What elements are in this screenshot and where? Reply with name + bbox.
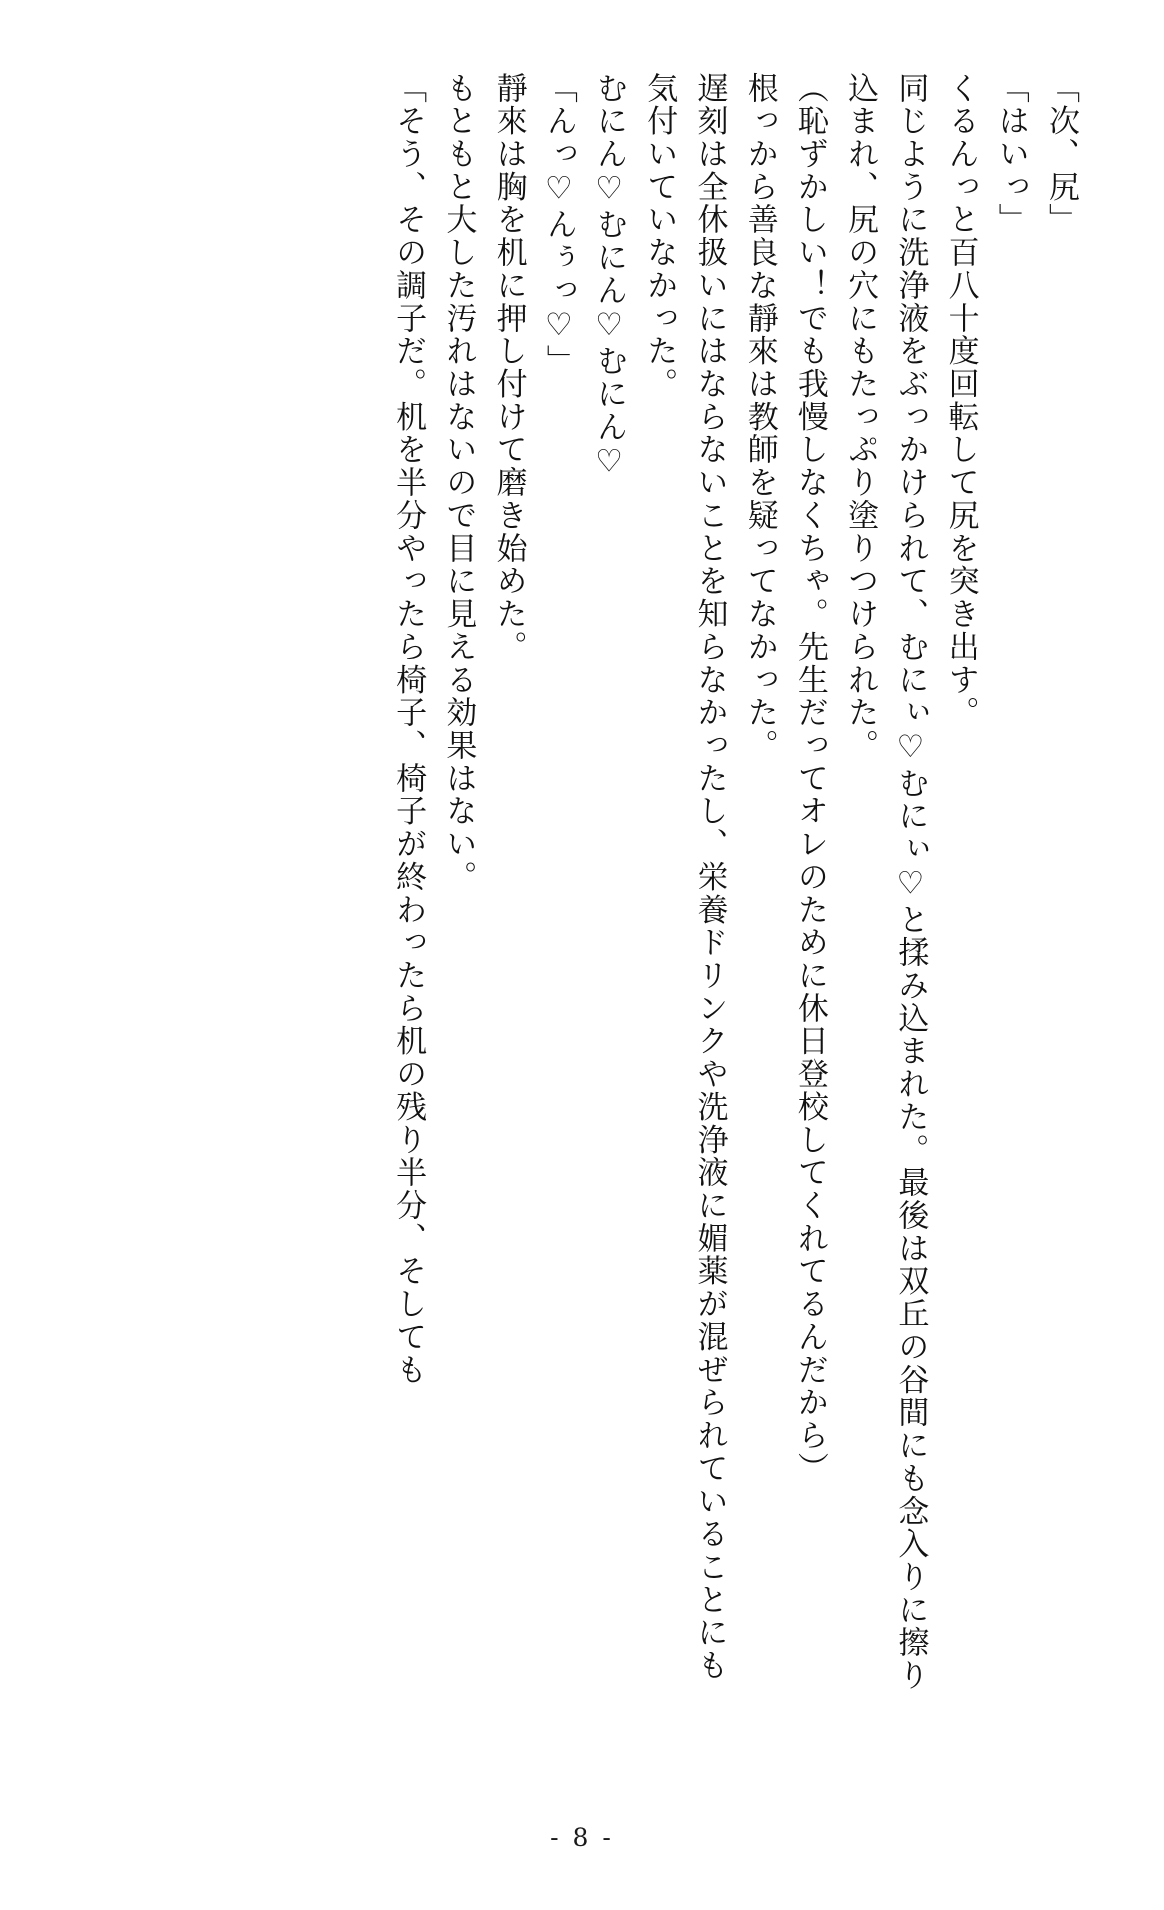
paragraph: くるんっと百八十度回転して尻を突き出す。: [942, 72, 979, 730]
paragraph: 根っから善良な靜來は教師を疑ってなかった。: [741, 72, 778, 763]
paragraph: もともと大した汚れはないので目に見える効果はない。: [440, 72, 477, 894]
paragraph: むにん♡むにん♡むにん♡: [591, 72, 628, 482]
paragraph: 同じように洗浄液をぶっかけられて、むにぃ♡むにぃ♡と揉み込まれた。最後は双丘の谷間にも念入りに擦り込まれ、尻の穴にもたっぷり塗りつけられた。: [842, 72, 929, 1693]
paragraph: 靜來は胸を机に押し付けて磨き始めた。: [490, 72, 527, 664]
page-number: - 8 -: [550, 1823, 614, 1852]
paragraph: 「次、尻」: [1043, 72, 1079, 237]
paragraph: （恥ずかしい！でも我慢しなくちゃ。先生だってオレのために休日登校してくれてるんだから）: [791, 72, 828, 1485]
paragraph: 遅刻は全休扱いにはならないことを知らなかったし、栄養ドリンクや洗浄液に媚薬が混ぜられていることにも気付いていなかった。: [641, 72, 728, 1683]
paragraph: 「そう、その調子だ。机を半分やったら椅子、椅子が終わったら机の残り半分、そしても: [390, 72, 427, 1387]
paragraph: 「んっ♡んぅっ♡」: [540, 72, 577, 378]
paragraph: 「はいっ」: [992, 72, 1029, 237]
vertical-text-body: [78, 72, 1086, 1712]
